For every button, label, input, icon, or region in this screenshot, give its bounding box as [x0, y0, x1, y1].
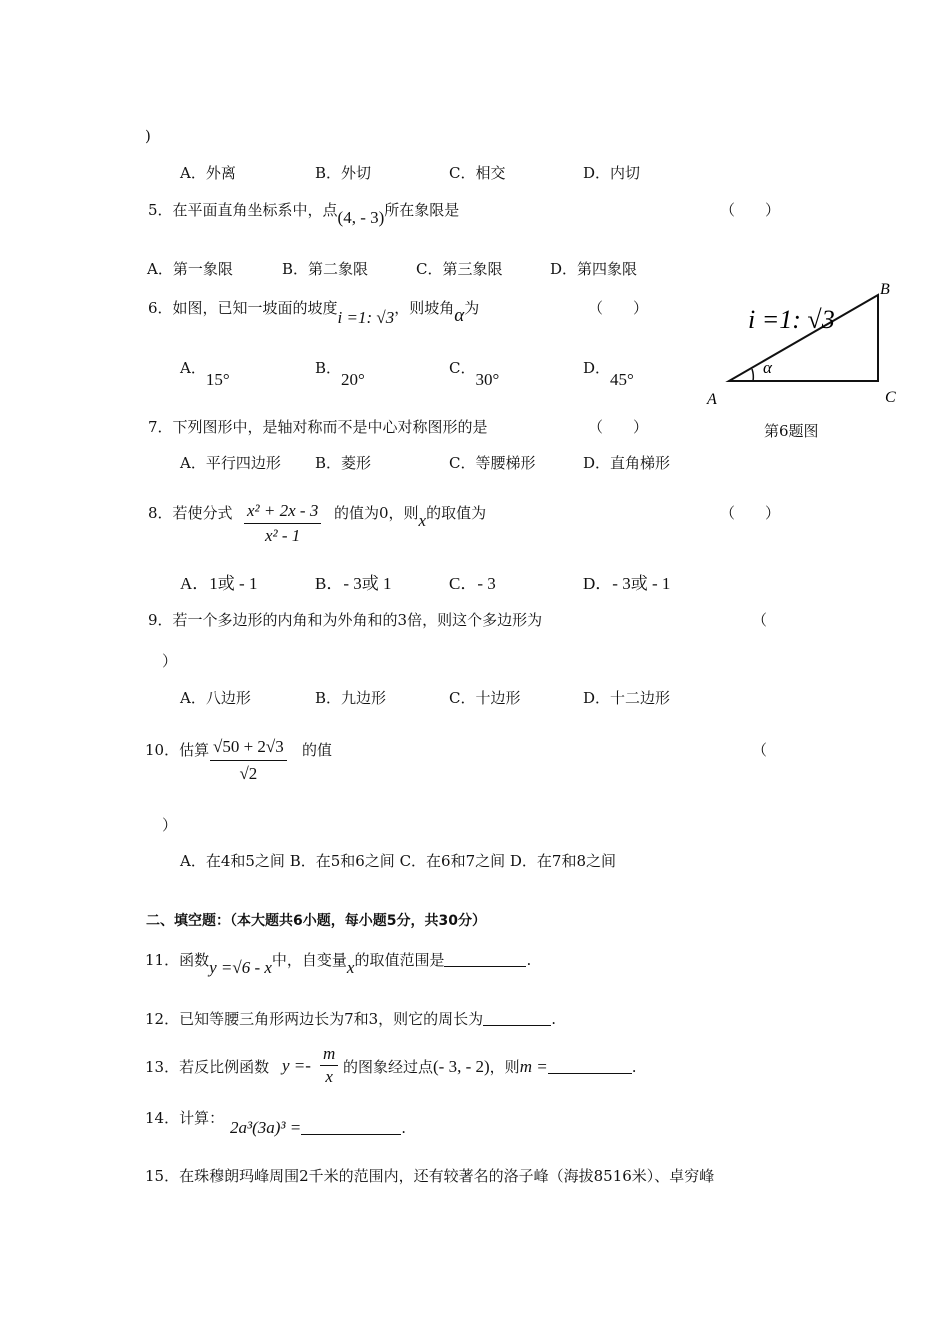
- q5-option-b: B．第二象限: [282, 260, 369, 278]
- q4-option-b: B．外切: [315, 164, 372, 182]
- q7-option-d: D．直角梯形: [583, 454, 671, 472]
- q9-option-d: D．十二边形: [583, 689, 671, 707]
- figure-alpha-label: α: [763, 358, 772, 377]
- q5-answer-paren: （ ）: [720, 201, 781, 219]
- q11-mid: 中，自变量: [271, 951, 347, 969]
- q5-option-a: A．第一象限: [147, 260, 233, 278]
- q10-fraction: [210, 735, 287, 786]
- q10-stem: 10．估算: [145, 741, 210, 759]
- q8-denominator: x² - 1: [265, 526, 301, 545]
- q15-stem: 15．在珠穆朗玛峰周围2千米的范围内，还有较著名的洛子峰（海拔8516米）、卓穷峰: [145, 1167, 715, 1185]
- q11-answer-blank[interactable]: [444, 951, 526, 967]
- q5-option-c: C．第三象限: [416, 260, 503, 278]
- q6-answer-paren: （ ）: [588, 299, 649, 317]
- q6-question: [148, 298, 480, 327]
- q6-option-d-value: 45°: [610, 370, 634, 389]
- q13-rhs: m =: [519, 1057, 548, 1076]
- q13-mid: 的图象经过点: [343, 1058, 434, 1076]
- q8-option-d: D．- 3或 - 1: [583, 574, 671, 593]
- q8-fraction-body: [244, 500, 321, 547]
- q13-point: (- 3, - 2): [433, 1057, 490, 1076]
- q12-question: [145, 1009, 556, 1029]
- q8-option-c: C．- 3: [449, 574, 496, 593]
- figure-point-c: C: [885, 389, 896, 406]
- figure-slope-label: i =1: √3: [748, 305, 835, 334]
- q4-option-d: D．内切: [583, 164, 641, 182]
- q14-end: .: [401, 1119, 407, 1137]
- q13-fraction-body: [320, 1044, 338, 1087]
- q6-option-a-letter: A．: [180, 359, 206, 377]
- q9-paren-open: （: [752, 611, 768, 629]
- q6-mid: ，则坡角: [394, 299, 455, 317]
- q14-stem: 14．计算：: [145, 1109, 225, 1127]
- q9-option-c: C．十边形: [449, 689, 521, 707]
- q5-question: [148, 200, 460, 227]
- q13-denominator: x: [325, 1067, 333, 1086]
- q6-option-b: [315, 358, 365, 389]
- q7-option-b: B．菱形: [315, 454, 372, 472]
- figure-point-a: A: [707, 391, 717, 408]
- q11-end: .: [526, 951, 532, 969]
- q6-option-a-value: 15°: [205, 370, 230, 389]
- q13-lhs: y =-: [282, 1056, 311, 1075]
- q6-option-c: [449, 358, 500, 389]
- q6-alpha: α: [454, 305, 465, 326]
- q8-tail: 的取值为: [426, 504, 487, 522]
- q8-question-tail: [334, 503, 487, 530]
- figure-point-b: B: [880, 281, 890, 298]
- q6-option-c-value: 30°: [475, 370, 500, 389]
- q7-option-c: C．等腰梯形: [449, 454, 536, 472]
- q13-numerator: m: [320, 1044, 338, 1066]
- q4-option-c: C．相交: [449, 164, 506, 182]
- q5-tail: 所在象限是: [384, 201, 460, 219]
- q14-answer-blank[interactable]: [301, 1119, 401, 1135]
- q13-answer-blank[interactable]: [548, 1058, 632, 1074]
- q6-tail: 为: [464, 299, 480, 317]
- q9-option-a: A．八边形: [180, 689, 251, 707]
- q6-option-b-letter: B．: [315, 359, 342, 377]
- q11-stem: 11．函数: [145, 951, 210, 969]
- figure-caption: 第6题图: [764, 422, 819, 440]
- q7-stem: 7．下列图形中，是轴对称而不是中心对称图形的是: [148, 418, 488, 436]
- q13-stem: 13．若反比例函数: [145, 1058, 270, 1076]
- q4-tail: ): [145, 127, 151, 145]
- q6-option-b-value: 20°: [341, 370, 365, 389]
- q12-stem: 12．已知等腰三角形两边长为7和3，则它的周长为: [145, 1010, 484, 1028]
- q10-denominator: √2: [239, 764, 258, 783]
- q10-numerator: √50 + 2√3: [210, 735, 287, 761]
- q6-option-d-letter: D．: [583, 359, 611, 377]
- q6-option-a: [180, 358, 230, 389]
- q10-paren-open: （: [752, 741, 768, 759]
- q4-option-a: A．外离: [180, 164, 236, 182]
- q8-fraction: [244, 500, 321, 547]
- q8-answer-paren: （ ）: [720, 504, 781, 522]
- q9-stem: 9．若一个多边形的内角和为外角和的3倍，则这个多边形为: [148, 611, 543, 629]
- q6-option-d: [583, 358, 634, 389]
- angle-arc: [752, 369, 753, 381]
- q13-end: .: [631, 1058, 637, 1076]
- q5-stem: 5．在平面直角坐标系中，点: [148, 201, 338, 219]
- q13-question-tail: [343, 1057, 636, 1077]
- q12-answer-blank[interactable]: [483, 1010, 551, 1026]
- q8-numerator: x² + 2x - 3: [244, 500, 321, 524]
- q8-option-a: A．1或 - 1: [180, 574, 258, 593]
- q8-option-b: B．- 3或 1: [315, 574, 392, 593]
- q9-option-b: B．九边形: [315, 689, 387, 707]
- q9-paren-close: ）: [162, 652, 178, 670]
- q7-answer-paren: （ ）: [588, 418, 649, 436]
- q8-stem: 8．若使分式: [148, 504, 233, 522]
- q11-question: [145, 950, 532, 977]
- q5-option-d: D．第四象限: [550, 260, 638, 278]
- q5-point: (4, - 3): [337, 208, 385, 227]
- q11-tail: 的取值范围是: [354, 951, 445, 969]
- q14-expression: [230, 1118, 406, 1138]
- q8-mid: 的值为0，则: [334, 504, 419, 522]
- q6-stem: 6．如图，已知一坡面的坡度: [148, 299, 338, 317]
- q13-mid2: ，则: [489, 1058, 520, 1076]
- section-2-heading: 二、填空题：（本大题共6小题，每小题5分，共30分）: [146, 913, 486, 929]
- q10-tail: 的值: [302, 741, 333, 759]
- q14-expr: 2a³(3a)³ =: [230, 1118, 302, 1137]
- q12-end: .: [551, 1010, 556, 1028]
- q11-var: x: [346, 958, 355, 977]
- q6-slope: i =1: √3: [337, 308, 395, 327]
- q13-fraction: [320, 1044, 338, 1087]
- q10-fraction-body: [210, 735, 287, 786]
- q10-options: A．在4和5之间 B．在5和6之间 C．在6和7之间 D．在7和8之间: [180, 852, 617, 870]
- q11-expr: y =√6 - x: [209, 958, 272, 977]
- q6-option-c-letter: C．: [449, 359, 476, 377]
- q7-option-a: A．平行四边形: [180, 454, 281, 472]
- q8-var: x: [418, 511, 427, 530]
- q10-paren-close: ）: [162, 816, 178, 834]
